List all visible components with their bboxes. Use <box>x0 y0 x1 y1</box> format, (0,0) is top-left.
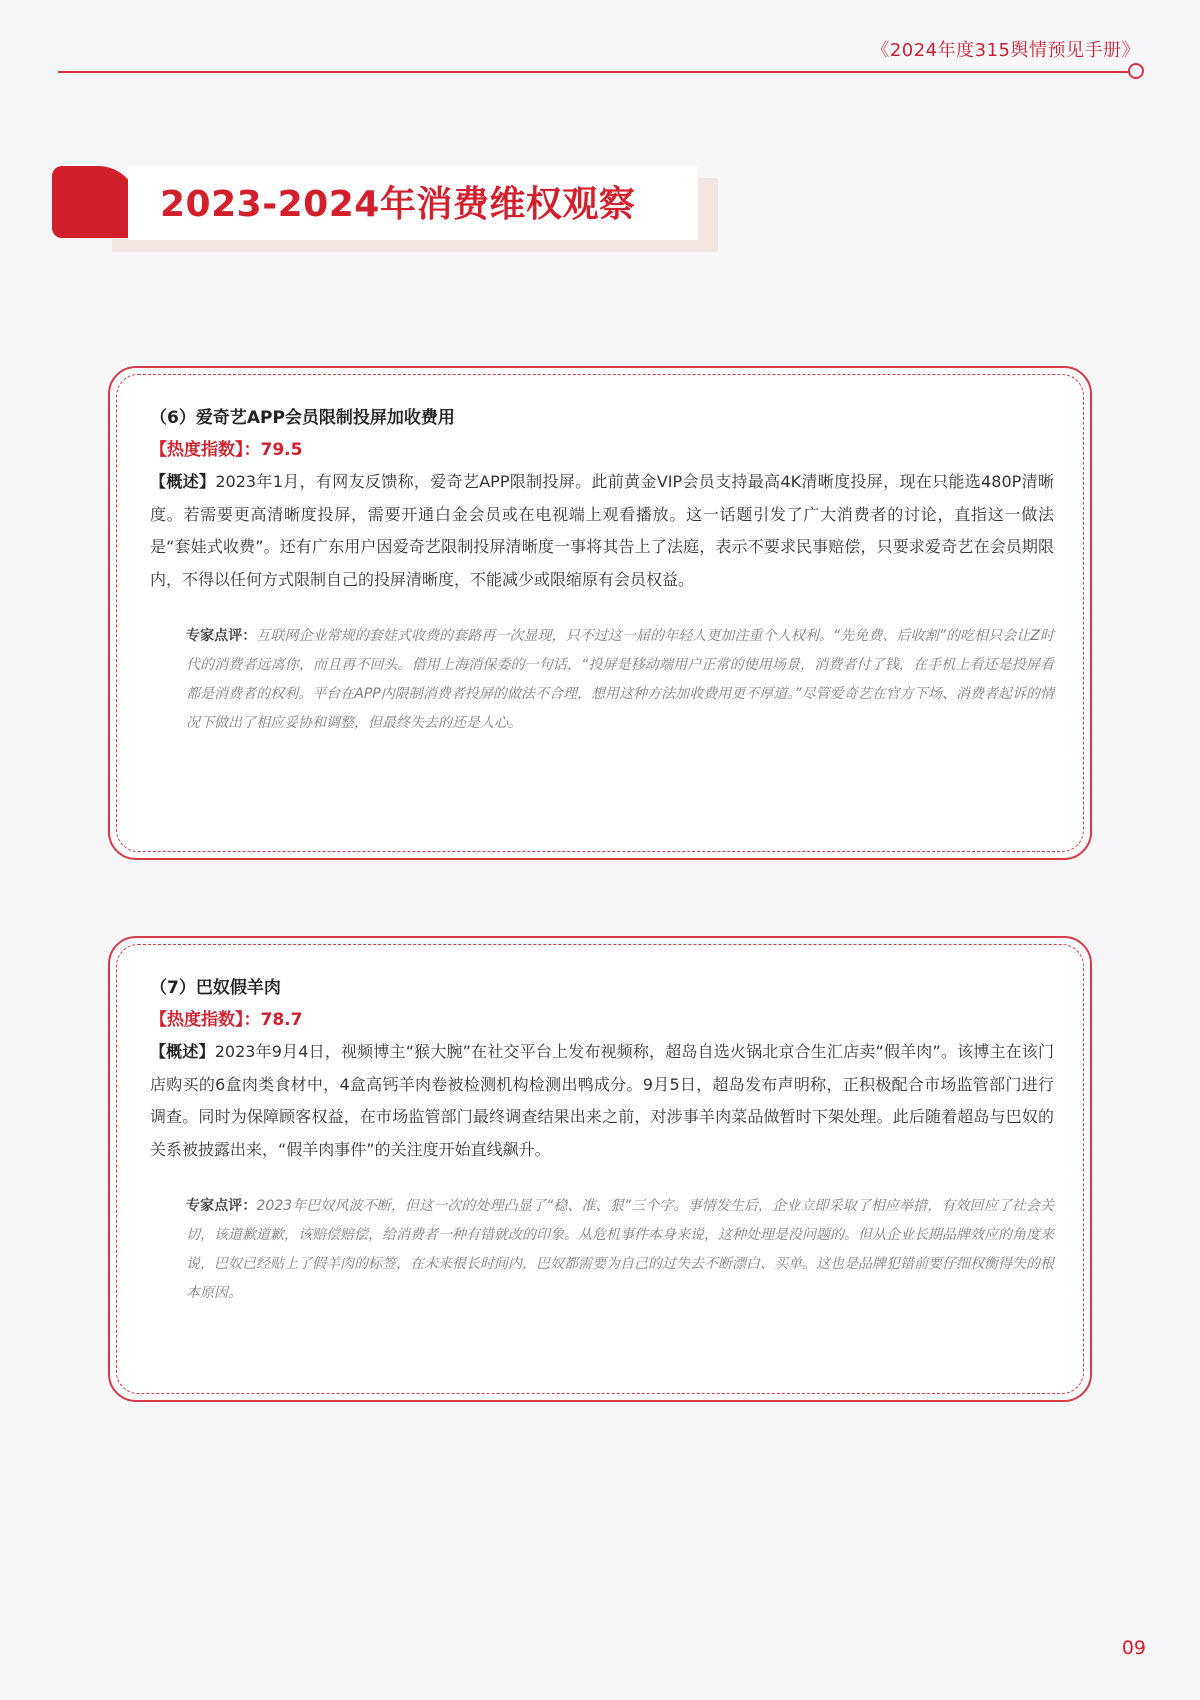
handbook-title: 《2024年度315舆情预见手册》 <box>871 40 1140 61</box>
case-summary <box>150 466 1054 596</box>
heat-index <box>150 434 1054 466</box>
header-divider-end-dot <box>1128 63 1144 79</box>
heat-index-value: 78.7 <box>260 1010 303 1030</box>
heat-index-label: 【热度指数】： <box>150 440 261 460</box>
case-card-content <box>150 402 1054 738</box>
summary-text: 2023年9月4日，视频博主“猴大腕”在社交平台上发布视频称，超岛自选火锅北京合生汇店卖“假羊肉”。该博主在该门店购买的6盒肉类食材中，4盒高钙羊肉卷被检测机构检测出鸭成分。9月5日，超岛发布声明称，正积极配合市场监管部门进行调查。同时为保障顾客权益，在市场监管部门最终调查结果出来之前，对涉事羊肉菜品做暂时下架处理。此后随着超岛与巴奴的关系被披露出来，“假羊肉事件”的关注度开始直线飙升。 <box>150 1042 1054 1159</box>
page-number: 09 <box>1121 1637 1146 1659</box>
heat-index-value: 79.5 <box>260 440 303 460</box>
expert-comment-label: 专家点评： <box>186 1198 257 1214</box>
case-card-content <box>150 972 1054 1308</box>
expert-comment-text: 2023年巴奴风波不断，但这一次的处理凸显了“稳、准、狠”三个字。事情发生后，企业立即采取了相应举措，有效回应了社会关切，该道歉道歉，该赔偿赔偿，给消费者一种有错就改的印象。从危机事件本身来说，这种处理是没问题的。但从企业长期品牌效应的角度来说，巴奴已经贴上了假羊肉的标签，在未来很长时间内，巴奴都需要为自己的过失去不断漂白、买单。这也是品牌犯错前要仔细权衡得失的根本原因。 <box>186 1198 1055 1301</box>
expert-comment-label: 专家点评： <box>186 628 257 644</box>
heat-index-label: 【热度指数】： <box>150 1010 261 1030</box>
case-card-6 <box>108 366 1092 860</box>
case-card-7 <box>108 936 1092 1402</box>
section-title: 2023-2024年消费维权观察 <box>160 184 636 225</box>
heat-index <box>150 1004 1054 1036</box>
case-summary <box>150 1036 1054 1166</box>
summary-text: 2023年1月，有网友反馈称，爱奇艺APP限制投屏。此前黄金VIP会员支持最高4K清晰度投屏，现在只能选480P清晰度。若需要更高清晰度投屏，需要开通白金会员或在电视端上观看播放。这一话题引发了广大消费者的讨论，直指这一做法是“套娃式收费”。还有广东用户因爱奇艺限制投屏清晰度一事将其告上了法庭，表示不要求民事赔偿，只要求爱奇艺在会员期限内，不得以任何方式限制自己的投屏清晰度，不能减少或限缩原有会员权益。 <box>150 472 1054 589</box>
section-title-red-tab <box>52 166 138 238</box>
summary-label: 【概述】 <box>150 472 216 491</box>
expert-comment-text: 互联网企业常规的套娃式收费的套路再一次显现，只不过这一届的年轻人更加注重个人权利。“先免费、后收割”的吃相只会让Z时代的消费者远离你，而且再不回头。借用上海消保委的一句话，“投屏是移动端用户正常的使用场景，消费者付了钱，在手机上看还是投屏看都是消费者的权利。平台在APP内限制消费者投屏的做法不合理，想用这种方法加收费用更不厚道。”尽管爱奇艺在官方下场、消费者起诉的情况下做出了相应妥协和调整，但最终失去的还是人心。 <box>186 628 1055 731</box>
header-divider <box>58 71 1132 73</box>
expert-comment <box>186 1192 1054 1308</box>
summary-label: 【概述】 <box>150 1042 215 1061</box>
case-title: （6）爱奇艺APP会员限制投屏加收费用 <box>150 408 455 428</box>
case-title: （7）巴奴假羊肉 <box>150 978 281 998</box>
expert-comment <box>186 622 1054 738</box>
